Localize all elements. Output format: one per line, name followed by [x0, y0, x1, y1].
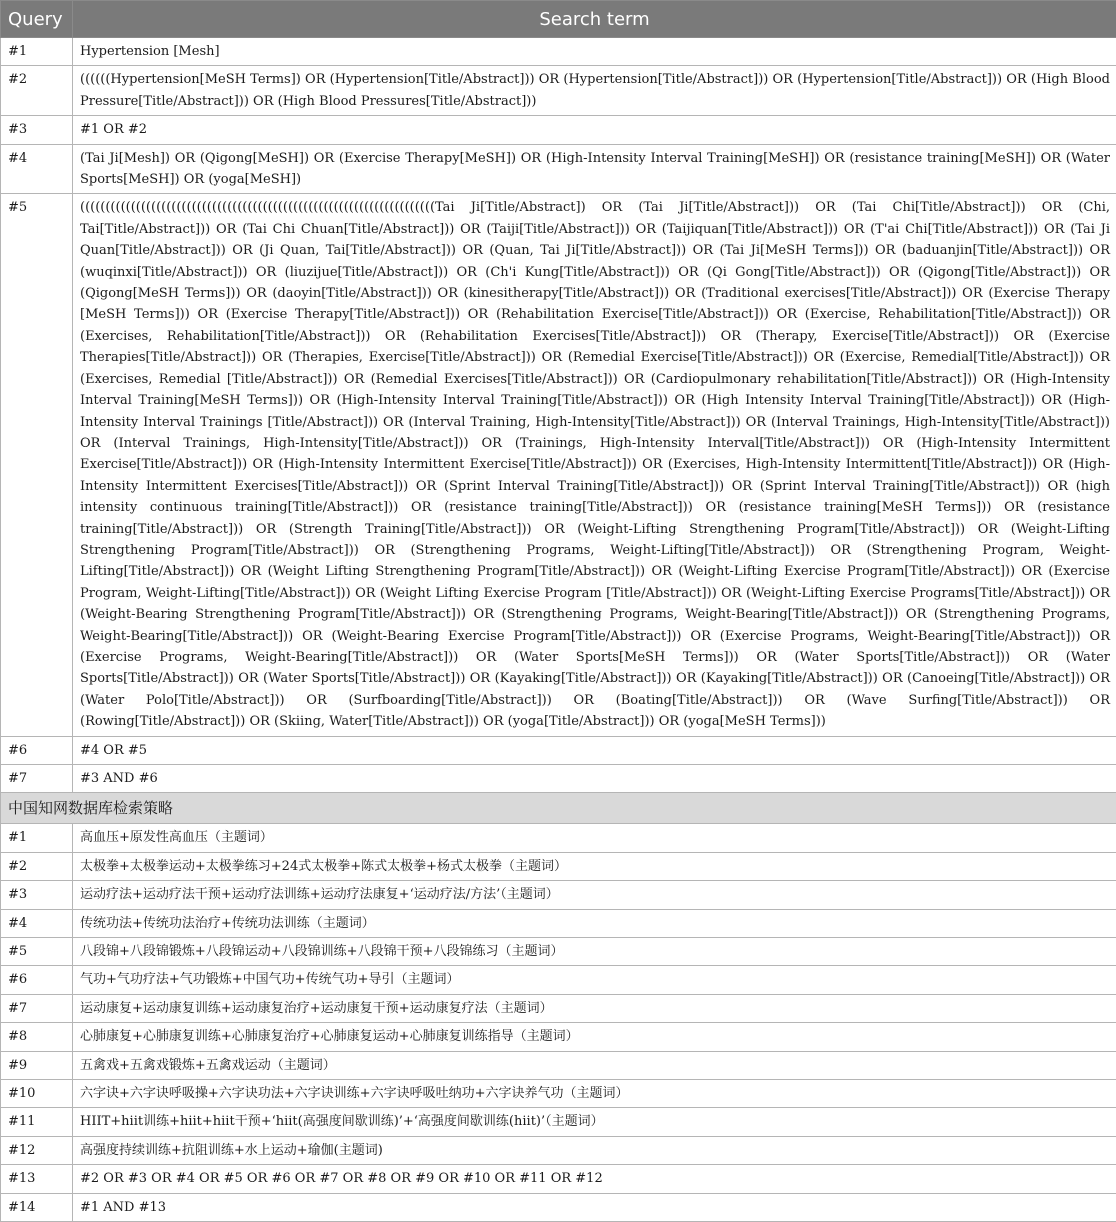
search-term: 运动疗法+运动疗法干预+运动疗法训练+运动疗法康复+‘运动疗法/方法’（主题词）	[73, 881, 1116, 909]
query-id: #11	[1, 1108, 73, 1136]
search-term: 高强度持续训练+抗阻训练+水上运动+瑜伽(主题词)	[73, 1136, 1116, 1164]
table-row	[1, 194, 1116, 736]
search-term: 运动康复+运动康复训练+运动康复治疗+运动康复干预+运动康复疗法（主题词）	[73, 994, 1116, 1022]
table-row	[1, 1023, 1116, 1051]
query-id: #4	[1, 909, 73, 937]
search-term: 心肺康复+心肺康复训练+心肺康复治疗+心肺康复运动+心肺康复训练指导（主题词）	[73, 1023, 1116, 1051]
query-id: #3	[1, 881, 73, 909]
cnki-section-title: 中国知网数据库检索策略	[1, 793, 1116, 824]
query-column-header: Query	[1, 1, 73, 38]
table-row	[1, 38, 1116, 66]
table-header-row	[1, 1, 1116, 38]
search-term: 太极拳+太极拳运动+太极拳练习+24式太极拳+陈式太极拳+杨式太极拳（主题词）	[73, 852, 1116, 880]
table-row	[1, 1108, 1116, 1136]
query-id: #13	[1, 1165, 73, 1193]
search-term: Hypertension [Mesh]	[73, 38, 1116, 66]
query-id: #1	[1, 38, 73, 66]
query-id: #7	[1, 994, 73, 1022]
search-term: #4 OR #5	[73, 736, 1116, 764]
search-term: 六字诀+六字诀呼吸操+六字诀功法+六字诀训练+六字诀呼吸吐纳功+六字诀养气功（主题词）	[73, 1080, 1116, 1108]
table-row	[1, 824, 1116, 852]
table-row	[1, 1051, 1116, 1079]
query-id: #12	[1, 1136, 73, 1164]
search-term: ((((((Hypertension[MeSH Terms]) OR (Hypertension[Title/Abstract])) OR (Hypertension[Title/Abstract])) OR (Hypertension[Title/Abstract])) OR (High Blood Pressure[Title/Abstract])) OR (High Blood Pressures[Title/Abstract]))	[73, 66, 1116, 116]
search-term: 气功+气功疗法+气功锻炼+中国气功+传统气功+导引（主题词）	[73, 966, 1116, 994]
search-term-column-header: Search term	[73, 1, 1116, 38]
search-term: 八段锦+八段锦锻炼+八段锦运动+八段锦训练+八段锦干预+八段锦练习（主题词）	[73, 938, 1116, 966]
table-row	[1, 966, 1116, 994]
search-term: 五禽戏+五禽戏锻炼+五禽戏运动（主题词）	[73, 1051, 1116, 1079]
table-row	[1, 1193, 1116, 1221]
table-row	[1, 66, 1116, 116]
table-row	[1, 881, 1116, 909]
query-id: #2	[1, 66, 73, 116]
search-term: 高血压+原发性高血压（主题词）	[73, 824, 1116, 852]
table-row	[1, 1136, 1116, 1164]
search-term: #1 AND #13	[73, 1193, 1116, 1221]
query-id: #5	[1, 194, 73, 736]
table-row	[1, 938, 1116, 966]
query-id: #9	[1, 1051, 73, 1079]
search-term: #1 OR #2	[73, 116, 1116, 144]
query-id: #2	[1, 852, 73, 880]
table-row	[1, 909, 1116, 937]
cnki-section-row	[1, 793, 1116, 824]
query-id: #8	[1, 1023, 73, 1051]
table-row	[1, 736, 1116, 764]
query-id: #7	[1, 765, 73, 793]
table-row	[1, 852, 1116, 880]
search-term: 传统功法+传统功法治疗+传统功法训练（主题词）	[73, 909, 1116, 937]
search-term: #3 AND #6	[73, 765, 1116, 793]
search-term: #2 OR #3 OR #4 OR #5 OR #6 OR #7 OR #8 OR #9 OR #10 OR #11 OR #12	[73, 1165, 1116, 1193]
search-term: ((((((((((((((((((((((((((((((((((((((((((((((((((((((((((((((((((((((Tai Ji[Title/Abstract]) OR (Tai Ji[Title/Abstract])) OR (Tai Chi[Title/Abstract])) OR (Chi, Tai[Title/Abstract])) OR (Tai Chi Chuan[Title/Abstract])) OR (Taiji[Title/Abstract])) OR (Taijiquan[Title/Abstract])) OR (T'ai Chi[Title/Abstract])) OR (Tai Ji Quan[Title/Abstract])) OR (Ji Quan, Tai[Title/Abstract])) OR (Quan, Tai Ji[Title/Abstract])) OR (Tai Ji[MeSH Terms])) OR (baduanjin[Title/Abstract])) OR (wuqinxi[Title/Abstract])) OR (liuzijue[Title/Abstract])) OR (Ch'i Kung[Title/Abstract])) OR (Qi Gong[Title/Abstract])) OR (Qigong[Title/Abstract])) OR (Qigong[MeSH Terms])) OR (daoyin[Title/Abstract])) OR (kinesitherapy[Title/Abstract])) OR (Traditional exercises[Title/Abstract])) OR (Exercise Therapy [MeSH Terms])) OR (Exercise Therapy[Title/Abstract])) OR (Rehabilitation Exercise[Title/Abstract])) OR (Exercise, Rehabilitation[Title/Abstract])) OR (Exercises, Rehabilitation[Title/Abstract])) OR (Rehabilitation Exercises[Title/Abstract])) OR (Therapy, Exercise[Title/Abstract])) OR (Exercise Therapies[Title/Abstract])) OR (Therapies, Exercise[Title/Abstract])) OR (Remedial Exercise[Title/Abstract])) OR (Exercise, Remedial[Title/Abstract])) OR (Exercises, Remedial [Title/Abstract])) OR (Remedial Exercises[Title/Abstract])) OR (Cardiopulmonary rehabilitation[Title/Abstract])) OR (High-Intensity Interval Training[MeSH Terms])) OR (High-Intensity Interval Training[Title/Abstract])) OR (High Intensity Interval Training[Title/Abstract])) OR (High-Intensity Interval Trainings [Title/Abstract])) OR (Interval Training, High-Intensity[Title/Abstract])) OR (Interval Trainings, High-Intensity[Title/Abstract])) OR (Interval Trainings, High-Intensity[Title/Abstract])) OR (Trainings, High-Intensity Interval[Title/Abstract])) OR (High-Intensity Intermittent Exercise[Title/Abstract])) OR (High-Intensity Intermittent Exercise[Title/Abstract])) OR (Exercises, High-Intensity Intermittent[Title/Abstract])) OR (High-Intensity Intermittent Exercises[Title/Abstract])) OR (Sprint Interval Training[Title/Abstract])) OR (Sprint Interval Training[Title/Abstract])) OR (high intensity continuous training[Title/Abstract])) OR (resistance training[Title/Abstract])) OR (resistance training[MeSH Terms])) OR (resistance training[Title/Abstract])) OR (Strength Training[Title/Abstract])) OR (Weight-Lifting Strengthening Program[Title/Abstract])) OR (Weight-Lifting Strengthening Program[Title/Abstract])) OR (Strengthening Programs, Weight-Lifting[Title/Abstract])) OR (Strengthening Program, Weight-Lifting[Title/Abstract])) OR (Weight Lifting Strengthening Program[Title/Abstract])) OR (Weight-Lifting Exercise Program[Title/Abstract])) OR (Exercise Program, Weight-Lifting[Title/Abstract])) OR (Weight Lifting Exercise Program [Title/Abstract])) OR (Weight-Lifting Exercise Programs[Title/Abstract])) OR (Weight-Bearing Strengthening Program[Title/Abstract])) OR (Strengthening Programs, Weight-Bearing[Title/Abstract])) OR (Strengthening Programs, Weight-Bearing[Title/Abstract])) OR (Weight-Bearing Exercise Program[Title/Abstract])) OR (Exercise Programs, Weight-Bearing[Title/Abstract])) OR (Exercise Programs, Weight-Bearing[Title/Abstract])) OR (Water Sports[MeSH Terms])) OR (Water Sports[Title/Abstract])) OR (Water Sports[Title/Abstract])) OR (Water Sports[Title/Abstract])) OR (Kayaking[Title/Abstract])) OR (Kayaking[Title/Abstract])) OR (Canoeing[Title/Abstract])) OR (Water Polo[Title/Abstract])) OR (Surfboarding[Title/Abstract])) OR (Boating[Title/Abstract])) OR (Wave Surfing[Title/Abstract])) OR (Rowing[Title/Abstract])) OR (Skiing, Water[Title/Abstract])) OR (yoga[Title/Abstract])) OR (yoga[MeSH Terms]))	[73, 194, 1116, 736]
query-id: #4	[1, 144, 73, 194]
table-row	[1, 116, 1116, 144]
table-row	[1, 765, 1116, 793]
query-id: #10	[1, 1080, 73, 1108]
query-id: #3	[1, 116, 73, 144]
query-id: #14	[1, 1193, 73, 1221]
search-term: (Tai Ji[Mesh]) OR (Qigong[MeSH]) OR (Exercise Therapy[MeSH]) OR (High-Intensity Interval Training[MeSH]) OR (resistance training[MeSH]) OR (Water Sports[MeSH]) OR (yoga[MeSH])	[73, 144, 1116, 194]
query-id: #5	[1, 938, 73, 966]
table-row	[1, 1165, 1116, 1193]
table-row	[1, 1080, 1116, 1108]
table-row	[1, 144, 1116, 194]
query-id: #6	[1, 736, 73, 764]
query-id: #6	[1, 966, 73, 994]
search-term: HIIT+hiit训练+hiit+hiit干预+‘hiit(高强度间歇训练)’+‘高强度间歇训练(hiit)’（主题词）	[73, 1108, 1116, 1136]
table-row	[1, 994, 1116, 1022]
query-id: #1	[1, 824, 73, 852]
